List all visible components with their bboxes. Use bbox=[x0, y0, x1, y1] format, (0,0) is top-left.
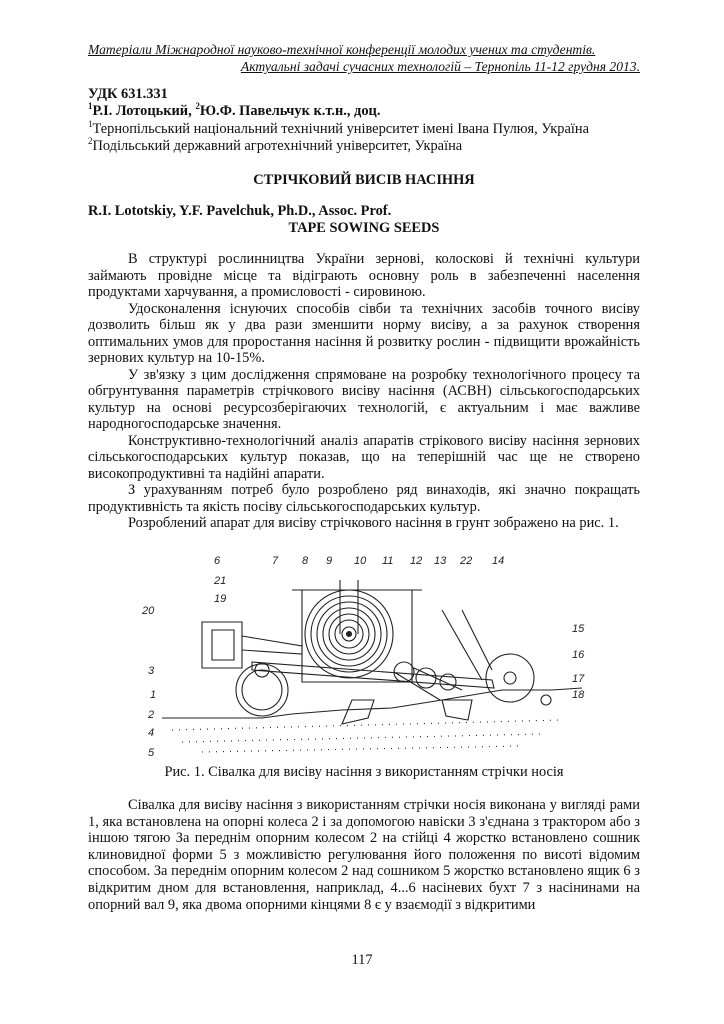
running-header-line1: Матеріали Міжнародної науково-технічної конференції молодих учених та студентів. bbox=[88, 42, 596, 57]
coulter bbox=[342, 700, 374, 724]
authors bbox=[88, 103, 640, 120]
paragraph: З урахуванням потреб було розроблено ряд винаходів, які значно покращать продуктивність та якість посіву сільськогосподарських культур. bbox=[88, 482, 640, 515]
figure-label: 9 bbox=[326, 555, 333, 567]
seeder-drawing bbox=[142, 550, 592, 762]
body-text-2 bbox=[88, 797, 640, 913]
figure-label: 13 bbox=[434, 555, 447, 567]
figure-label: 5 bbox=[148, 747, 155, 759]
paragraph: Сівалка для висіву насіння з використанням стрічки носія виконана у вигляді рами 1, яка встановлена на опорні колеса 2 і за допомогою навіски 3 з'єднана з трактором або з іншою тягою За переднім опорним колесом 2 на стійці 4 жорстко встановлено сошник клиновидної форми 5 з можливістю регулювання його положення по висоті відомим способом. За переднім опорним колесом 2 над сошником 5 жорстко встановлено ящик 6 з відкритим дном для встановлення, наприклад, 4...6 насіневих бухт 7 з насінинами на опорний вал 9, яка двома опорними кінцями 8 є у взаємодії з відкритими bbox=[88, 797, 640, 913]
drive-roller-2 bbox=[416, 668, 436, 688]
affiliation-1-sup: 1 bbox=[88, 119, 93, 130]
soil-line bbox=[162, 688, 582, 718]
figure-label: 1 bbox=[150, 689, 157, 701]
figure-label: 8 bbox=[302, 555, 309, 567]
page-number: 117 bbox=[351, 952, 373, 968]
paragraph: Розроблений апарат для висіву стрічкового насіння в грунт зображено на рис. 1. bbox=[128, 515, 619, 531]
paragraph: У зв'язку з цим дослідження спрямоване на розробку технологічного процесу та обгрунтування параметрів стрічкового висіву насіння (АСВН) сільськогосподарських культур на основі ресурсозберігаючих технологій, є актуальним і має важливе народногосподарське значення. bbox=[88, 366, 640, 432]
paragraph: Удосконалення існуючих способів сівби та технічних засобів точного висіву дозволить більш як у два рази зменшити норму висіву, а за рахунок створення оптимальних умов для проростання насіння й розвитку рослин - підвищити врожайність зернових культур на 10-15%. bbox=[88, 300, 640, 366]
english-title: TAPE SOWING SEEDS bbox=[288, 220, 440, 236]
figure-label: 17 bbox=[572, 673, 585, 685]
seed-box bbox=[302, 590, 412, 682]
soil-dots bbox=[172, 720, 562, 752]
figure-label: 20 bbox=[142, 605, 155, 617]
affiliation-2-sup: 2 bbox=[88, 136, 93, 147]
figure-label: 6 bbox=[214, 555, 221, 567]
rear-wheel bbox=[486, 654, 534, 702]
figure-label: 11 bbox=[382, 555, 394, 567]
english-authors: R.I. Lototskiy, Y.F. Pavelchuk, Ph.D., Assoc. Prof. bbox=[88, 203, 392, 219]
figure-label: 18 bbox=[572, 689, 585, 701]
udk-code: УДК 631.331 bbox=[88, 86, 168, 102]
figure-label: 16 bbox=[572, 649, 585, 661]
figure-label: 14 bbox=[492, 555, 505, 567]
author2: Ю.Ф. Павельчук к.т.н., доц. bbox=[199, 103, 381, 119]
figure-label: 10 bbox=[354, 555, 367, 567]
paragraph: В структурі рослинництва України зернові, колоскові й технічні культури займають провідне місце та відіграють основну роль в забезпеченні населення продуктами харчування, а промисловості - сировиною. bbox=[88, 251, 640, 300]
drive-roller-1 bbox=[394, 662, 414, 682]
figure-caption: Рис. 1. Сівалка для висіву насіння з використанням стрічки носія bbox=[164, 764, 564, 780]
running-header-line2: Актуальні задачі сучасних технологій – Тернопіль 11-12 грудня 2013. bbox=[240, 59, 640, 74]
body-text bbox=[88, 251, 640, 532]
paper-title: СТРІЧКОВИЙ ВИСІВ НАСІННЯ bbox=[253, 172, 475, 188]
author1: Р.І. Лотоцький, bbox=[92, 103, 196, 119]
hitch-frame bbox=[202, 622, 242, 668]
figure-label: 4 bbox=[148, 727, 155, 739]
figure-label: 12 bbox=[410, 555, 423, 567]
affiliation-2-text: Подільський державний агротехнічний університет, Україна bbox=[92, 138, 463, 154]
hitch-link bbox=[242, 636, 302, 654]
affiliation-2 bbox=[88, 138, 640, 155]
affiliation-1-text: Тернопільський національний технічний університет імені Івана Пулюя, Україна bbox=[92, 121, 589, 137]
figure-label: 2 bbox=[148, 709, 155, 721]
figure-label: 3 bbox=[148, 665, 155, 677]
frame-beam bbox=[252, 662, 494, 688]
figure-label: 15 bbox=[572, 623, 585, 635]
figure-label: 22 bbox=[460, 555, 473, 567]
figure-label: 19 bbox=[214, 593, 227, 605]
author2-sup: 2 bbox=[195, 101, 200, 112]
affiliation-1 bbox=[88, 121, 640, 138]
figure-label: 21 bbox=[214, 575, 227, 587]
figure-label: 7 bbox=[272, 555, 279, 567]
paragraph: Конструктивно-технологічний аналіз апаратів стрікового висіву насіння зернових сільськогосподарських культур показав, що на теперішній час ще не створено високопродуктивні та надійні апарати. bbox=[88, 432, 640, 482]
author1-sup: 1 bbox=[88, 101, 93, 112]
